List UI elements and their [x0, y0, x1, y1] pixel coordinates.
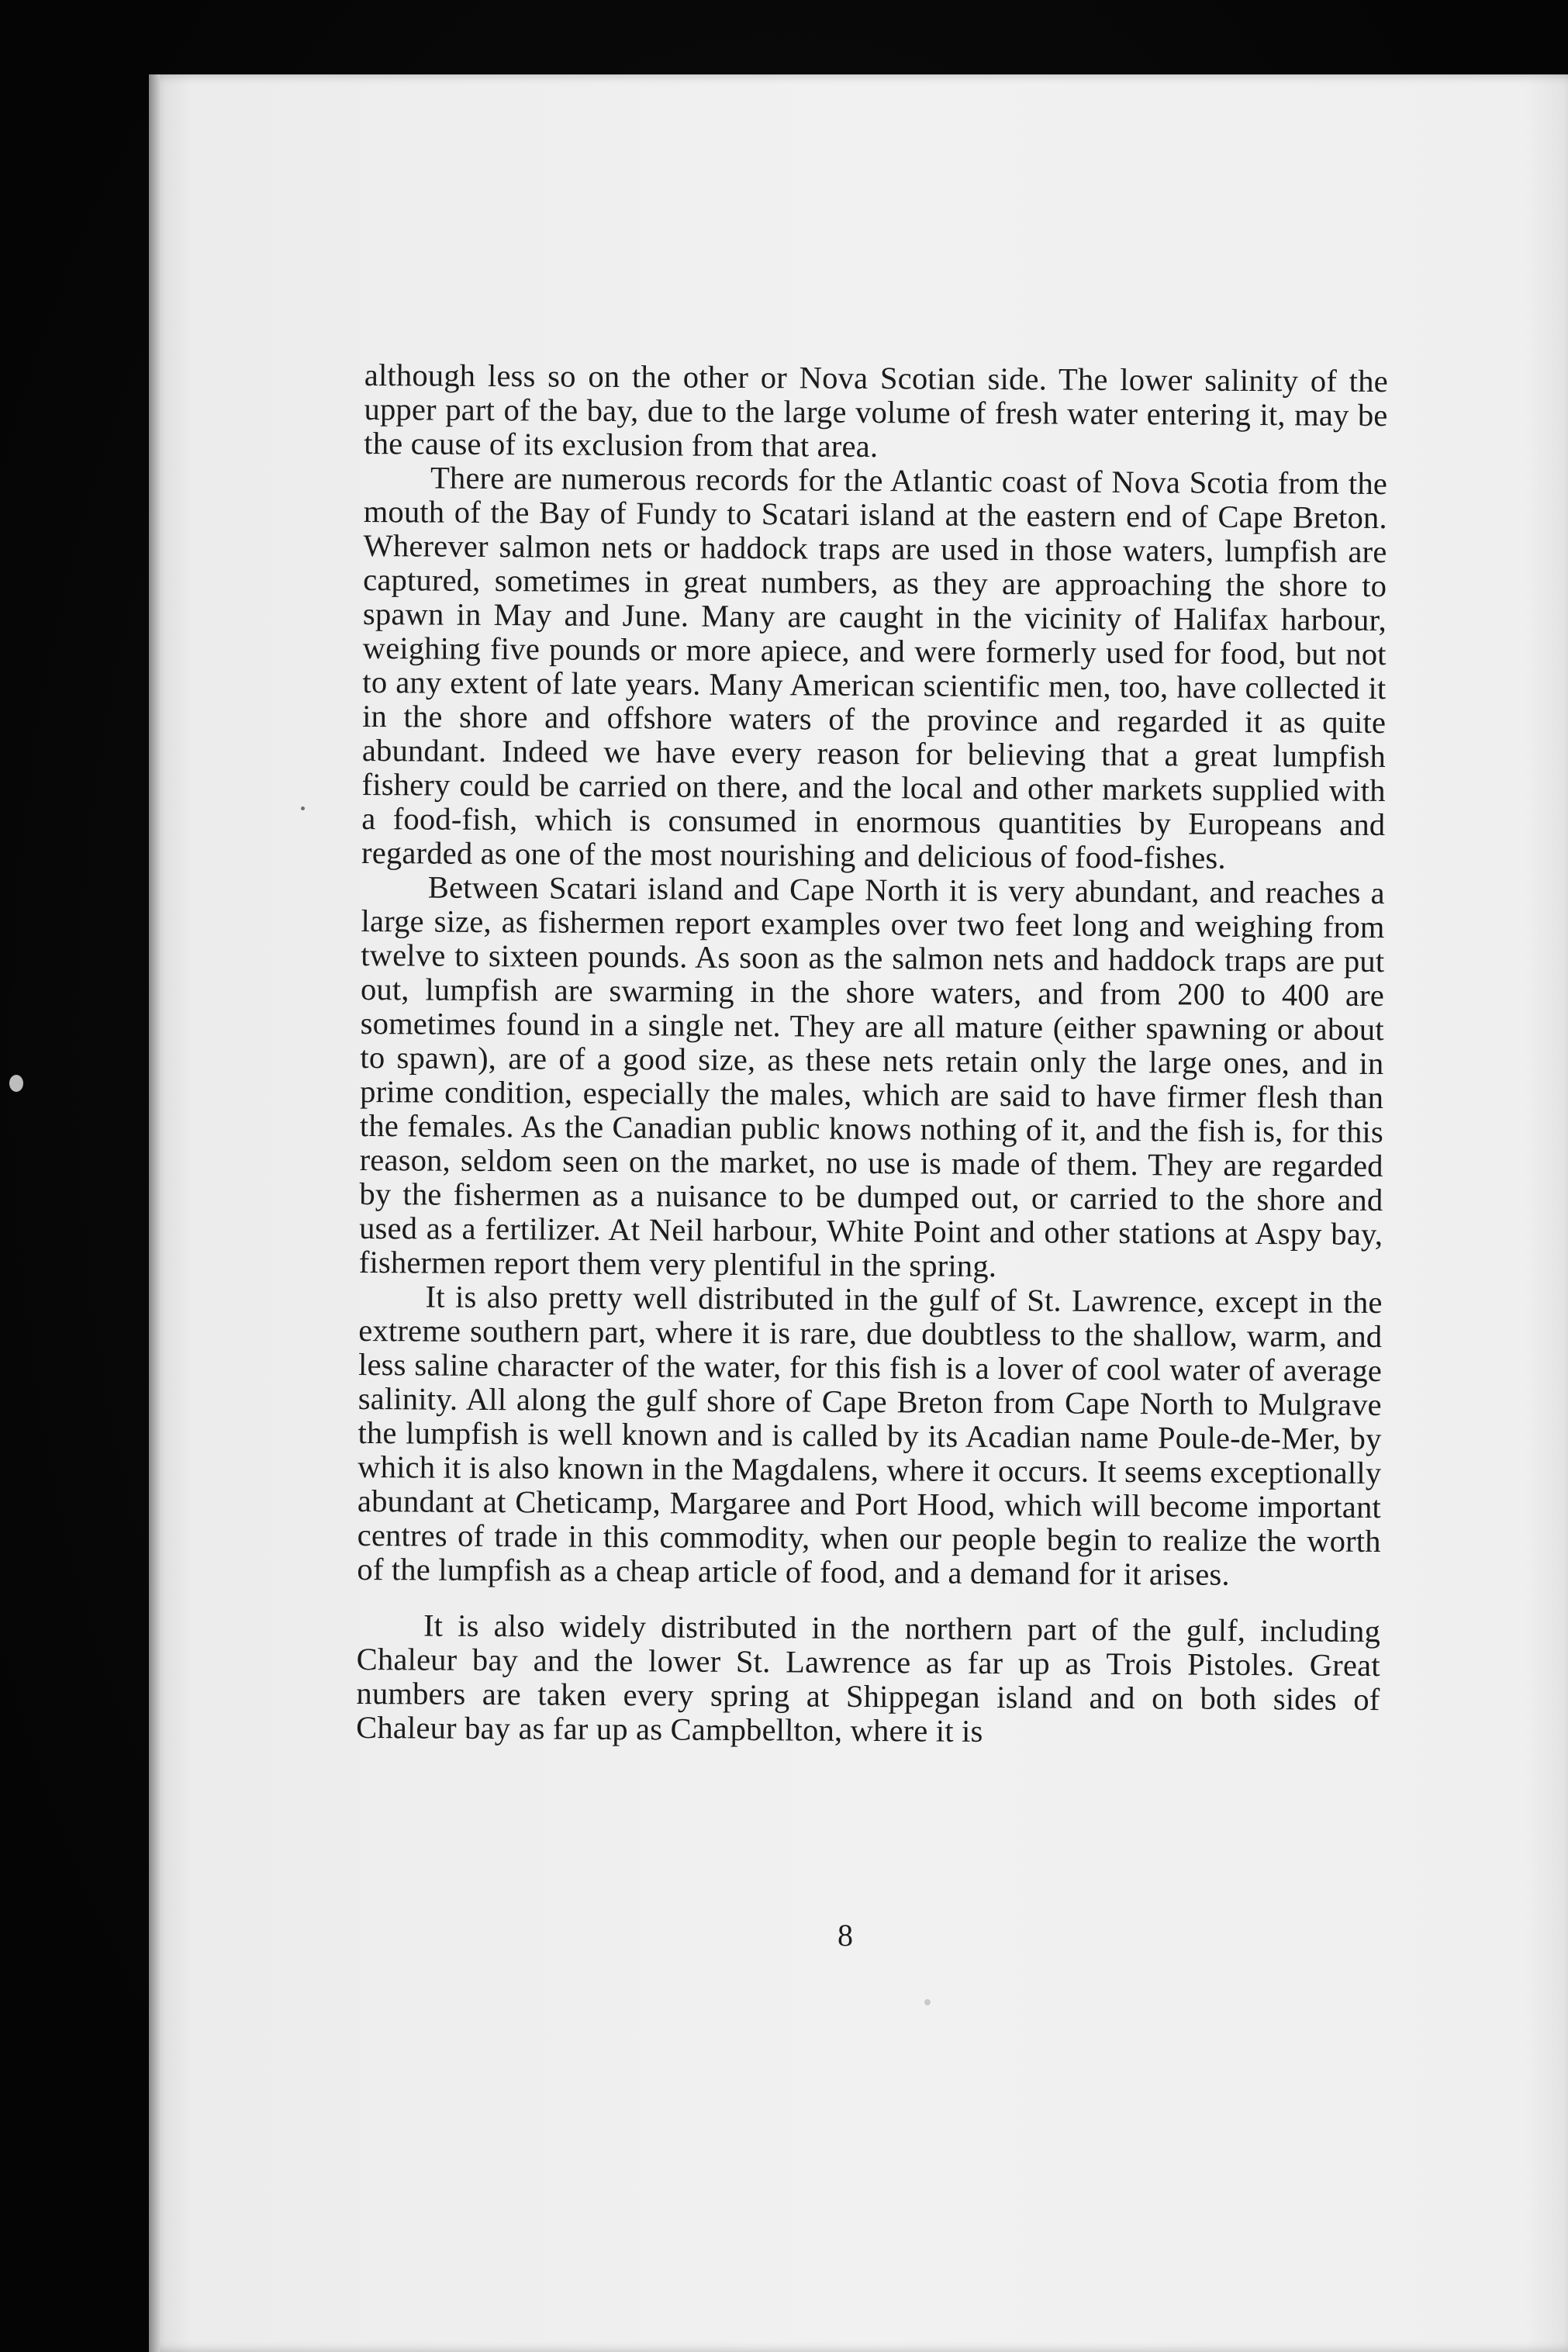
paragraph-4: It is also pretty well distributed in the gulf of St. Lawrence, except in the extreme southern part, where it is rare, due doubtless to the shallow, warm, and less saline character of the water, for this fish is a lover of cool water of average salinity. All along the gulf shore of Cape Breton from Cape North to Mulgrave the lumpfish is well known and is called by its Acadian name Poule-de-Mer, by which it is also known in the Magdalens, where it occurs. It seems exceptionally abundant at Cheticamp, Margaree and Port Hood, which will become important centres of trade in this commodity, when our people begin to realize the worth of the lumpfish as a cheap article of food, and a demand for it arises. [357, 1279, 1383, 1592]
paragraph-1: although less so on the other or Nova Scotian side. The lower salinity of the upper part of the bay, due to the large volume of fresh water entering it, may be the cause of its exclusion from that area. [364, 357, 1388, 465]
dust-speck [9, 1075, 23, 1092]
paragraph-5: It is also widely distributed in the northern part of the gulf, including Chaleur bay and the lower St. Lawrence as far up as Trois Pistoles. Great numbers are taken every spring at Shippegan island and on both sides of Chaleur bay as far up as Campbellton, where it is [356, 1608, 1381, 1749]
page-binding-edge [149, 74, 160, 2352]
page-number: 8 [838, 1918, 853, 1953]
paragraph-3: Between Scatari island and Cape North it is very abundant, and reaches a large size, as fishermen report examples over two feet long and weighing from twelve to sixteen pounds. As soon as the salmon nets and haddock traps are put out, lumpfish are swarming in the shore waters, and from 200 to 400 are sometimes found in a single net. They are all mature (either spawning or about to spawn), are of a good size, as these nets retain only the large ones, and in prime condition, especially the males, which are said to have firmer flesh than the females. As the Canadian public knows nothing of it, and the fish is, for this reason, seldom seen on the market, no use is made of them. They are regarded by the fishermen as a nuisance to be dumped out, or carried to the shore and used as a fertilizer. At Neil harbour, White Point and other stations at Aspy bay, fishermen report them very plentiful in the spring. [358, 869, 1385, 1284]
body-text [356, 358, 1388, 1751]
dust-speck [924, 1999, 931, 2005]
paragraph-2: There are numerous records for the Atlantic coast of Nova Scotia from the mouth of the Bay of Fundy to Scatari island at the eastern end of Cape Breton. Wherever salmon nets or haddock traps are used in those waters, lumpfish are captured, sometimes in great numbers, as they are approaching the shore to spawn in May and June. Many are caught in the vicinity of Halifax harbour, weighing five pounds or more apiece, and were formerly used for food, but not to any extent of late years. Many American scientific men, too, have collected it in the shore and offshore waters of the province and regarded it as quite abundant. Indeed we have every reason for believing that a great lumpfish fishery could be carried on there, and the local and other markets supplied with a food-fish, which is consumed in enormous quantities by Europeans and regarded as one of the most nourishing and delicious of food-fishes. [361, 460, 1388, 876]
dust-speck [301, 806, 305, 810]
